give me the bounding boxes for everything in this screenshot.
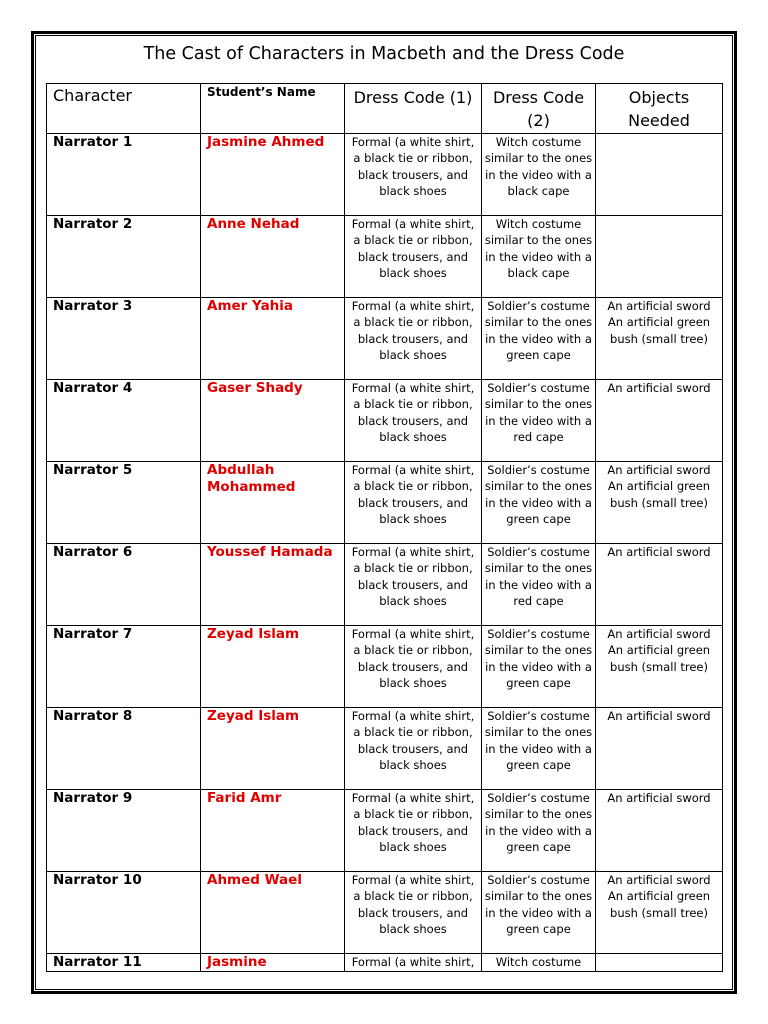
- table-row: [47, 462, 723, 544]
- dress-code-2-cell: Soldier’s costume similar to the ones in the video with a green cape: [482, 872, 596, 954]
- student-name-cell: Gaser Shady: [201, 380, 345, 462]
- header-objects-needed: Objects Needed: [596, 84, 723, 134]
- dress-code-1-cell: Formal (a white shirt, a black tie or ribbon, black trousers, and black shoes: [345, 626, 482, 708]
- character-cell: Narrator 6: [47, 544, 201, 626]
- student-name-cell: Amer Yahia: [201, 298, 345, 380]
- objects-needed-cell: An artificial sword An artificial green bush (small tree): [596, 462, 723, 544]
- cast-table: [46, 83, 723, 972]
- character-cell: Narrator 3: [47, 298, 201, 380]
- dress-code-1-cell: Formal (a white shirt, a black tie or ribbon, black trousers, and black shoes: [345, 544, 482, 626]
- table-row: [47, 708, 723, 790]
- table-row: [47, 380, 723, 462]
- table-row: [47, 216, 723, 298]
- character-cell: Narrator 11: [47, 954, 201, 972]
- table-row: [47, 134, 723, 216]
- dress-code-1-cell: Formal (a white shirt, a black tie or ribbon, black trousers, and black shoes: [345, 216, 482, 298]
- character-cell: Narrator 1: [47, 134, 201, 216]
- dress-code-1-cell: Formal (a white shirt, a black tie or ribbon, black trousers, and black shoes: [345, 708, 482, 790]
- dress-code-1-cell: Formal (a white shirt, a black tie or ribbon, black trousers, and black shoes: [345, 462, 482, 544]
- objects-needed-cell: An artificial sword: [596, 708, 723, 790]
- character-cell: Narrator 7: [47, 626, 201, 708]
- document-title: The Cast of Characters in Macbeth and the Dress Code: [143, 44, 625, 64]
- header-dress-code-1: Dress Code (1): [345, 84, 482, 134]
- student-name-cell: Jasmine Ahmed: [201, 134, 345, 216]
- dress-code-2-cell: Witch costume: [482, 954, 596, 972]
- dress-code-2-cell: Soldier’s costume similar to the ones in the video with a green cape: [482, 298, 596, 380]
- table-row: [47, 544, 723, 626]
- objects-needed-cell: An artificial sword An artificial green bush (small tree): [596, 626, 723, 708]
- character-cell: Narrator 9: [47, 790, 201, 872]
- table-row: [47, 626, 723, 708]
- student-name-cell: Zeyad Islam: [201, 708, 345, 790]
- objects-needed-cell: An artificial sword: [596, 544, 723, 626]
- dress-code-1-cell: Formal (a white shirt, a black tie or ribbon, black trousers, and black shoes: [345, 790, 482, 872]
- table-row: [47, 790, 723, 872]
- character-cell: Narrator 4: [47, 380, 201, 462]
- header-row: [47, 84, 723, 134]
- student-name-cell: Zeyad Islam: [201, 626, 345, 708]
- dress-code-1-cell: Formal (a white shirt, a black tie or ribbon, black trousers, and black shoes: [345, 298, 482, 380]
- dress-code-1-cell: Formal (a white shirt,: [345, 954, 482, 972]
- dress-code-1-cell: Formal (a white shirt, a black tie or ribbon, black trousers, and black shoes: [345, 380, 482, 462]
- table-row: [47, 298, 723, 380]
- objects-needed-cell: An artificial sword An artificial green bush (small tree): [596, 872, 723, 954]
- dress-code-2-cell: Witch costume similar to the ones in the video with a black cape: [482, 134, 596, 216]
- dress-code-1-cell: Formal (a white shirt, a black tie or ribbon, black trousers, and black shoes: [345, 134, 482, 216]
- student-name-cell: Youssef Hamada: [201, 544, 345, 626]
- objects-needed-cell: [596, 216, 723, 298]
- dress-code-2-cell: Soldier’s costume similar to the ones in the video with a green cape: [482, 708, 596, 790]
- character-cell: Narrator 10: [47, 872, 201, 954]
- dress-code-2-cell: Witch costume similar to the ones in the video with a black cape: [482, 216, 596, 298]
- header-student-name: Student’s Name: [201, 84, 345, 134]
- header-character: Character: [47, 84, 201, 134]
- student-name-cell: Anne Nehad: [201, 216, 345, 298]
- character-cell: Narrator 2: [47, 216, 201, 298]
- student-name-cell: Farid Amr: [201, 790, 345, 872]
- objects-needed-cell: [596, 954, 723, 972]
- objects-needed-cell: An artificial sword: [596, 380, 723, 462]
- character-cell: Narrator 5: [47, 462, 201, 544]
- table-row: [47, 872, 723, 954]
- dress-code-2-cell: Soldier’s costume similar to the ones in the video with a green cape: [482, 462, 596, 544]
- dress-code-2-cell: Soldier’s costume similar to the ones in the video with a red cape: [482, 544, 596, 626]
- student-name-cell: Abdullah Mohammed: [201, 462, 345, 544]
- objects-needed-cell: An artificial sword An artificial green bush (small tree): [596, 298, 723, 380]
- objects-needed-cell: [596, 134, 723, 216]
- objects-needed-cell: An artificial sword: [596, 790, 723, 872]
- dress-code-2-cell: Soldier’s costume similar to the ones in the video with a green cape: [482, 626, 596, 708]
- header-dress-code-2: Dress Code (2): [482, 84, 596, 134]
- student-name-cell: Jasmine: [201, 954, 345, 972]
- dress-code-2-cell: Soldier’s costume similar to the ones in the video with a green cape: [482, 790, 596, 872]
- dress-code-2-cell: Soldier’s costume similar to the ones in the video with a red cape: [482, 380, 596, 462]
- character-cell: Narrator 8: [47, 708, 201, 790]
- table-row: [47, 954, 723, 972]
- student-name-cell: Ahmed Wael: [201, 872, 345, 954]
- dress-code-1-cell: Formal (a white shirt, a black tie or ribbon, black trousers, and black shoes: [345, 872, 482, 954]
